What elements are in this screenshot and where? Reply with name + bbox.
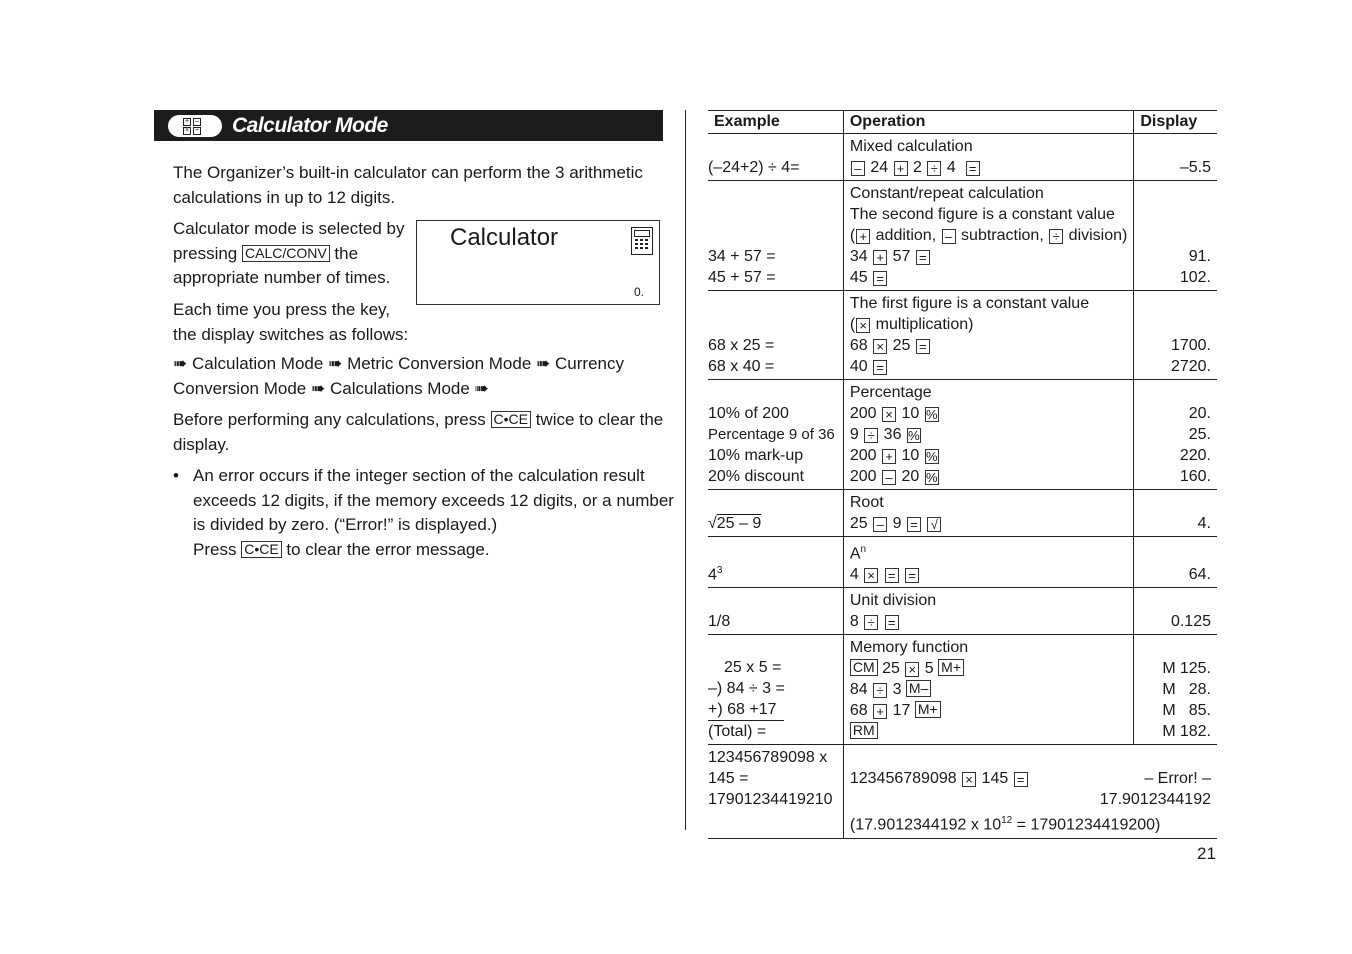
c-ce-key: C•CE — [241, 541, 281, 558]
divide-key: ÷ — [864, 615, 878, 630]
row-heading: Root — [849, 494, 884, 511]
display-title: Calculator — [450, 224, 559, 251]
operation-cell: Memory function CM 25 × 5 M+ 84 ÷ 3 M– 68 + 17 M+ RM — [843, 635, 1134, 745]
divide-key: ÷ — [873, 683, 887, 698]
text-line: Each time you press the key, — [173, 300, 391, 319]
clear-instruction — [173, 408, 663, 457]
table-row — [708, 588, 1217, 635]
table-row — [708, 745, 1217, 838]
page-number: 21 — [1197, 844, 1216, 863]
table-header-row — [708, 111, 1217, 134]
divide-key: ÷ — [927, 161, 941, 176]
plus-key: + — [873, 250, 887, 265]
text-line: Calculator mode is selected by — [173, 219, 405, 238]
plus-key: + — [873, 704, 887, 719]
table-row — [708, 134, 1217, 181]
header-display: Display — [1134, 111, 1217, 134]
minus-key: – — [851, 161, 865, 176]
equals-key: = — [873, 271, 887, 286]
operation-cell: The first figure is a constant value ( × multiplication) 68 × 25 = 40 = — [843, 291, 1134, 380]
operation-cell: 123456789098 × 145 = – Error! – 17.9012344192 (17.9012344192 x $10^{12} = 17901234419200$) — [843, 745, 1217, 838]
text-line: exceeds 12 digits, if the memory exceeds 12 digits, or a number — [193, 490, 674, 510]
display-value: 0. — [633, 285, 644, 299]
operation-cell: Mixed calculation – 24 + 2 ÷ 4 = — [843, 134, 1134, 181]
table-row — [708, 291, 1217, 380]
operation-cell: Percentage 200 × 10 % 9 ÷ 36 % 200 + 10 % 200 – 20 % — [843, 380, 1134, 490]
equals-key: = — [905, 568, 919, 583]
m-plus-key: M+ — [915, 701, 941, 718]
c-ce-key: C•CE — [491, 411, 531, 428]
row-heading: $A^n$ — [849, 544, 867, 563]
example-cell: $4^3$ — [708, 537, 843, 588]
text-fragment: the — [334, 243, 359, 263]
m-plus-key: M+ — [938, 659, 964, 676]
multiply-key: × — [882, 407, 896, 422]
divide-key: ÷ — [864, 428, 878, 443]
table-row — [708, 490, 1217, 537]
arrow-icon: ➠ — [328, 354, 343, 373]
mode-name: Conversion Mode — [173, 378, 307, 398]
root-key: √ — [927, 517, 941, 532]
example-cell: 68 x 25 = 68 x 40 = — [708, 291, 843, 380]
text-line: display. — [173, 434, 230, 454]
text-fragment: twice to clear the — [535, 410, 664, 429]
display-cell: M 125. M 28. M 85. M 182. — [1134, 635, 1217, 745]
calc-conv-key: CALC/CONV — [242, 245, 330, 262]
equals-key: = — [885, 615, 899, 630]
plus-key: + — [894, 161, 908, 176]
example-cell: (–24+2) ÷ 4= — [708, 134, 843, 181]
percent-key: % — [925, 470, 938, 485]
calculator-display — [416, 220, 660, 305]
mode-select-paragraph — [173, 217, 413, 291]
operations-table — [708, 110, 1217, 839]
table-row — [708, 537, 1217, 588]
table-row — [708, 380, 1217, 490]
divide-key: ÷ — [1049, 229, 1063, 244]
display-cell: –5.5 — [1134, 134, 1217, 181]
text-line: appropriate number of times. — [173, 268, 391, 287]
example-cell: 10% of 200 Percentage 9 of 36 10% mark-up 20% discount — [708, 380, 843, 490]
text-fragment: Before performing any calculations, press — [173, 410, 486, 429]
text-fragment: pressing — [173, 243, 238, 263]
equals-key: = — [1014, 772, 1028, 787]
section-title-bar — [154, 110, 663, 141]
row-heading: Mixed calculation — [849, 138, 973, 155]
equals-key: = — [873, 360, 887, 375]
m-minus-key: M– — [906, 680, 931, 697]
operation-cell: Constant/repeat calculation The second figure is a constant value ( + addition, – subtraction, ÷ division) 34 + 57 = 45 = — [843, 181, 1134, 291]
percent-key: % — [925, 449, 938, 464]
row-heading: Memory function — [849, 639, 969, 657]
operation-cell: Unit division 8 ÷ = — [843, 588, 1134, 635]
text-line: is divided by zero. (“Error!” is displayed.) — [193, 515, 498, 534]
cm-key: CM — [850, 659, 878, 676]
table-row — [708, 635, 1217, 745]
multiply-key: × — [856, 318, 870, 333]
arrow-icon: ➠ — [173, 354, 188, 373]
bullet-icon: • — [173, 466, 179, 485]
display-cell: 20. 25. 220. 160. — [1134, 380, 1217, 490]
text-line: the display switches as follows: — [173, 324, 409, 344]
operation-cell: $A^n$ 4 × = = — [843, 537, 1134, 588]
minus-key: – — [873, 517, 887, 532]
equals-key: = — [966, 161, 980, 176]
multiply-key: × — [864, 568, 878, 583]
display-cell: 64. — [1134, 537, 1217, 588]
column-divider — [685, 110, 686, 830]
example-cell: 123456789098 x 145 = 17901234419210 — [708, 745, 843, 838]
equals-key: = — [916, 250, 930, 265]
table-row — [708, 181, 1217, 291]
multiply-key: × — [873, 339, 887, 354]
row-heading: Unit division — [849, 592, 937, 610]
arrow-icon: ➠ — [474, 378, 489, 398]
example-cell: 34 + 57 = 45 + 57 = — [708, 181, 843, 291]
row-heading: Percentage — [849, 384, 932, 401]
text-fragment: Press — [193, 539, 237, 559]
example-cell: 25 x 5 = –) 84 ÷ 3 = +) 68 +17 (Total) = — [708, 635, 843, 745]
intro-paragraph: The Organizer’s built-in calculator can perform the 3 arithmetic calculations in up to 12 digits. — [173, 163, 643, 207]
display-cell: 1700. 2720. — [1134, 291, 1217, 380]
mode-name: Metric Conversion Mode — [347, 354, 532, 373]
display-switch-paragraph — [173, 298, 413, 347]
multiply-key: × — [962, 772, 976, 787]
example-cell: 1/8 — [708, 588, 843, 635]
plus-key: + — [856, 229, 870, 244]
text-line: An error occurs if the integer section of the calculation result — [193, 466, 645, 485]
header-operation: Operation — [843, 111, 1134, 134]
equals-key: = — [885, 568, 899, 583]
minus-key: – — [942, 229, 956, 244]
calculator-mode-icon: + – × ÷ — [168, 115, 222, 137]
arrow-icon: ➠ — [310, 378, 326, 398]
mode-sequence — [173, 352, 653, 401]
display-cell: 91. 102. — [1134, 181, 1217, 291]
percent-key: % — [925, 407, 938, 422]
example-cell: √25 – 9 — [708, 490, 843, 537]
error-note — [173, 464, 674, 562]
row-heading: The first figure is a constant value — [849, 295, 1090, 312]
multiply-key: × — [905, 662, 919, 677]
calculator-icon — [631, 227, 653, 255]
text-fragment: to clear the error message. — [286, 539, 490, 559]
mode-name: Calculations Mode — [329, 378, 470, 398]
equals-key: = — [916, 339, 930, 354]
mode-name: Calculation Mode — [191, 354, 324, 373]
percent-key: % — [908, 428, 920, 443]
equals-key: = — [907, 517, 921, 532]
header-example: Example — [708, 111, 843, 134]
section-title: Calculator Mode — [232, 114, 388, 137]
result-display: 17.9012344192 — [1099, 791, 1211, 809]
mode-name: Currency — [555, 354, 624, 373]
minus-key: – — [882, 470, 896, 485]
display-cell: 0.125 — [1134, 588, 1217, 635]
root-icon: √ — [708, 515, 717, 532]
display-cell: 4. — [1134, 490, 1217, 537]
arrow-icon: ➠ — [536, 354, 551, 373]
rm-key: RM — [850, 722, 878, 739]
error-display: – Error! – — [1144, 770, 1211, 788]
plus-key: + — [882, 449, 896, 464]
operation-cell: Root 25 – 9 = √ — [843, 490, 1134, 537]
row-heading: Constant/repeat calculation — [849, 185, 1044, 202]
